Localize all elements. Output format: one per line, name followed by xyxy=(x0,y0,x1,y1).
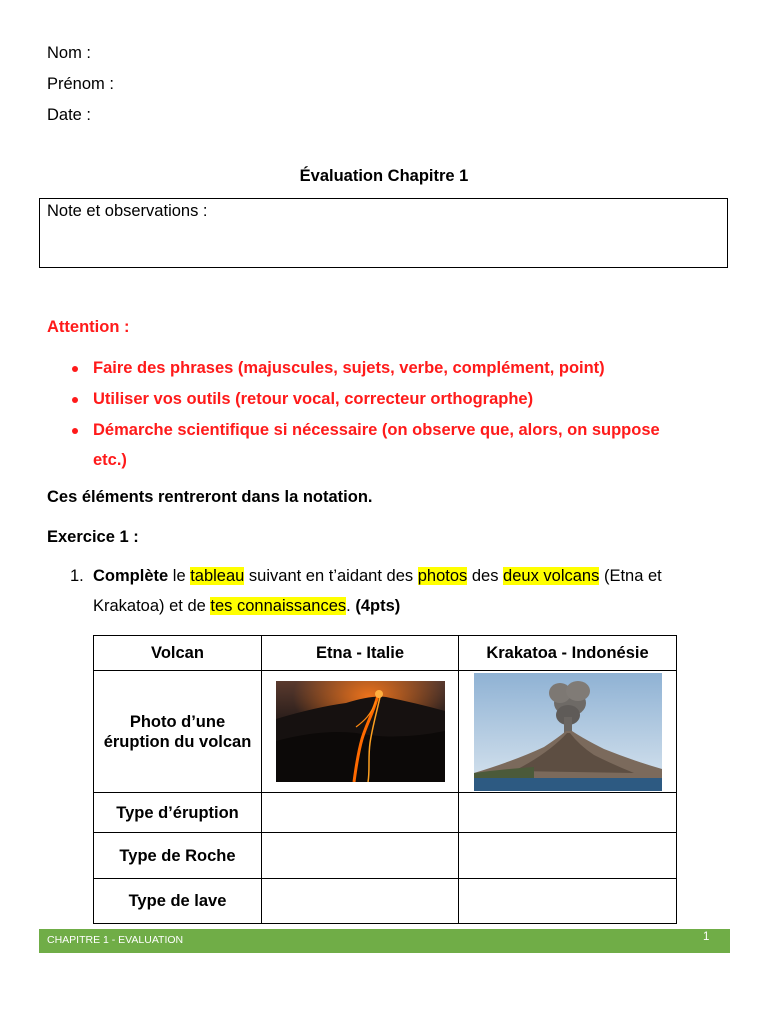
bullet-icon xyxy=(72,397,82,407)
date-field-label: Date : xyxy=(47,106,92,124)
etna-eruption-photo xyxy=(276,681,445,782)
row-label: Photo d’une éruption du volcan xyxy=(94,671,262,793)
page-number: 1 xyxy=(703,931,710,943)
instruction-text: (Etna et xyxy=(599,567,662,585)
highlight-tableau: tableau xyxy=(190,567,245,585)
highlight-photos: photos xyxy=(417,567,468,585)
instruction-text: suivant en t’aidant des xyxy=(244,567,418,585)
prenom-field-label: Prénom : xyxy=(47,75,114,93)
instruction-text: des xyxy=(467,567,504,585)
highlight-tes-connaissances: tes connaissances xyxy=(210,597,347,615)
page-footer xyxy=(39,929,730,953)
nom-field-label: Nom : xyxy=(47,44,92,62)
answer-cell[interactable] xyxy=(459,793,677,833)
answer-cell[interactable] xyxy=(262,833,459,879)
exercise-item-number: 1. xyxy=(70,567,84,585)
answer-cell[interactable] xyxy=(262,793,459,833)
table-row xyxy=(94,879,677,924)
table-row xyxy=(94,671,677,793)
footer-label: CHAPITRE 1 - EVALUATION xyxy=(47,934,184,946)
highlight-deux-volcans: deux volcans xyxy=(503,567,600,585)
attention-item-1: Faire des phrases (majuscules, sujets, verbe, complément, point) xyxy=(93,359,605,377)
table-row xyxy=(94,793,677,833)
etna-photo-cell xyxy=(262,671,459,793)
row-label: Type d’éruption xyxy=(94,793,262,833)
volcano-table xyxy=(93,635,677,924)
exercise-instruction-line-2 xyxy=(93,597,400,616)
notation-text: Ces éléments rentreront dans la notation. xyxy=(47,488,373,506)
attention-item-2: Utiliser vos outils (retour vocal, correcteur orthographe) xyxy=(93,390,534,408)
row-label: Type de lave xyxy=(94,879,262,924)
page-title: Évaluation Chapitre 1 xyxy=(299,167,469,185)
instruction-verb: Complète xyxy=(93,567,169,585)
row-label: Type de Roche xyxy=(94,833,262,879)
attention-item-3: Démarche scientifique si nécessaire (on observe que, alors, on suppose xyxy=(93,421,660,439)
attention-heading: Attention : xyxy=(47,318,130,336)
bullet-icon xyxy=(72,428,82,438)
krakatoa-photo-cell xyxy=(459,671,677,793)
table-row xyxy=(94,833,677,879)
answer-cell[interactable] xyxy=(262,879,459,924)
note-box xyxy=(39,198,728,268)
table-header-row xyxy=(94,636,677,671)
exercise-instruction-line-1 xyxy=(93,567,662,586)
note-box-label: Note et observations : xyxy=(47,202,208,220)
instruction-text: le xyxy=(168,567,191,585)
answer-cell[interactable] xyxy=(459,879,677,924)
bullet-icon xyxy=(72,366,82,376)
krakatoa-eruption-photo xyxy=(474,673,662,791)
table-header-cell: Krakatoa - Indonésie xyxy=(459,636,677,671)
points-label: (4pts) xyxy=(355,597,401,615)
exercise-title: Exercice 1 : xyxy=(47,528,139,546)
answer-cell[interactable] xyxy=(459,833,677,879)
instruction-text: . xyxy=(346,597,356,615)
table-header-cell: Etna - Italie xyxy=(262,636,459,671)
table-header-cell: Volcan xyxy=(94,636,262,671)
attention-item-3-continued: etc.) xyxy=(93,451,127,469)
instruction-text: Krakatoa) et de xyxy=(93,597,211,615)
